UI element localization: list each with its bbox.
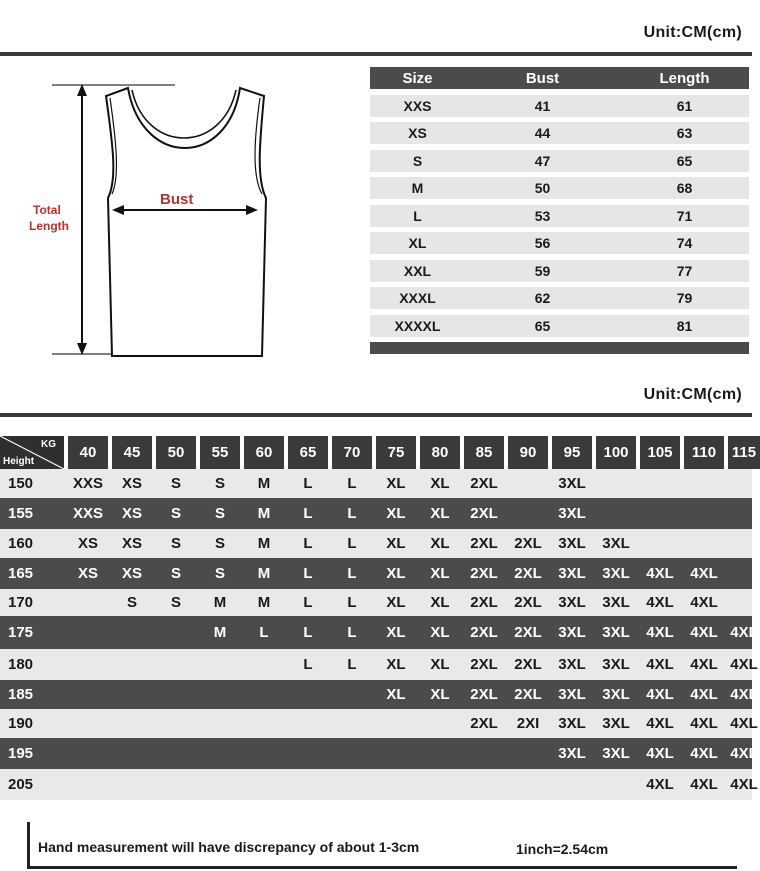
- table-row: [0, 769, 758, 800]
- bust-cell: 41: [534, 97, 551, 114]
- table-row: [0, 558, 752, 589]
- size-value-cell: S: [214, 565, 225, 582]
- tank-top-diagram: [0, 60, 360, 370]
- size-value-cell: S: [126, 594, 137, 611]
- size-value-cell: 4XL: [646, 745, 674, 762]
- size-value-cell: 3XL: [558, 535, 586, 552]
- bust-cell: 53: [534, 207, 551, 224]
- size-cell: XL: [408, 235, 427, 251]
- size-value-cell: L: [347, 624, 357, 641]
- size-value-cell: XL: [430, 535, 450, 552]
- table-row: [0, 680, 758, 709]
- size-table: [370, 67, 749, 354]
- size-value-cell: 2XL: [514, 565, 542, 582]
- size-value-cell: 4XL: [690, 776, 718, 793]
- size-value-cell: 2XL: [470, 686, 498, 703]
- size-value-cell: XL: [430, 686, 450, 703]
- size-value-cell: L: [303, 505, 313, 522]
- size-table-header: [370, 67, 749, 89]
- size-value-cell: XL: [386, 505, 406, 522]
- tank-top-outline: [106, 88, 266, 356]
- size-value-cell: 4XL: [730, 656, 758, 673]
- size-value-cell: 2XL: [514, 686, 542, 703]
- height-cell: 195: [8, 745, 34, 762]
- size-cell: XXXL: [399, 290, 436, 306]
- table-row: [370, 260, 749, 282]
- size-value-cell: L: [347, 594, 357, 611]
- weight-header-cell: 75: [376, 436, 416, 469]
- height-cell: 170: [8, 594, 34, 611]
- size-value-cell: 3XL: [602, 745, 630, 762]
- unit-label-top: Unit:CM(cm): [643, 24, 742, 41]
- size-value-cell: XL: [430, 565, 450, 582]
- size-value-cell: XS: [77, 565, 98, 582]
- size-value-cell: M: [257, 594, 271, 611]
- size-value-cell: 2XL: [514, 624, 542, 641]
- weight-header-cell: 55: [200, 436, 240, 469]
- size-value-cell: XS: [77, 535, 98, 552]
- size-value-cell: 4XL: [646, 686, 674, 703]
- size-value-cell: 4XL: [730, 686, 758, 703]
- size-value-cell: 4XL: [690, 656, 718, 673]
- bust-cell: 44: [534, 125, 551, 141]
- table-row: [370, 95, 749, 117]
- size-value-cell: 2XL: [470, 505, 498, 522]
- header-length: Length: [659, 69, 710, 87]
- corner-kg-label: KG: [41, 439, 56, 450]
- size-value-cell: 2XL: [470, 656, 498, 673]
- size-cell: XXS: [403, 97, 432, 114]
- size-value-cell: 4XL: [646, 715, 674, 732]
- size-value-cell: XL: [430, 475, 450, 492]
- weight-header-cell: 90: [508, 436, 548, 469]
- size-value-cell: 3XL: [558, 505, 586, 522]
- size-value-cell: 3XL: [558, 686, 586, 703]
- size-value-cell: M: [213, 594, 227, 611]
- table-row: [0, 498, 752, 529]
- arrow-up-icon: [77, 84, 87, 96]
- bust-cell: 47: [534, 152, 551, 169]
- size-value-cell: 3XL: [602, 594, 630, 611]
- size-value-cell: 3XL: [602, 715, 630, 732]
- length-cell: 79: [676, 290, 693, 306]
- table-row: [0, 709, 758, 738]
- table-row: [0, 469, 752, 498]
- bust-cell: 56: [534, 235, 551, 251]
- size-value-cell: 4XL: [690, 565, 718, 582]
- size-value-cell: 2XL: [470, 535, 498, 552]
- size-value-cell: L: [303, 624, 313, 641]
- size-value-cell: S: [214, 505, 225, 522]
- size-value-cell: 2XL: [514, 535, 542, 552]
- size-cell: XS: [408, 125, 427, 141]
- size-value-cell: L: [347, 565, 357, 582]
- size-value-cell: M: [257, 535, 271, 552]
- table-row: [0, 738, 758, 769]
- size-value-cell: 3XL: [558, 594, 586, 611]
- height-cell: 150: [8, 475, 34, 492]
- size-value-cell: 4XL: [690, 594, 718, 611]
- divider-top: [0, 52, 752, 56]
- size-value-cell: 2XL: [470, 475, 498, 492]
- weight-header-cell: 95: [552, 436, 592, 469]
- total-label: Total: [33, 203, 61, 217]
- size-value-cell: XL: [430, 624, 450, 641]
- weight-header-cell: 100: [596, 436, 636, 469]
- table-row: [370, 122, 749, 144]
- size-value-cell: XL: [386, 594, 406, 611]
- size-value-cell: S: [170, 535, 181, 552]
- length-label: Length: [29, 219, 69, 233]
- height-cell: 175: [8, 624, 34, 641]
- size-value-cell: XL: [386, 686, 406, 703]
- size-value-cell: 3XL: [602, 535, 630, 552]
- height-cell: 205: [8, 776, 34, 793]
- table-row: [0, 589, 752, 616]
- size-value-cell: XL: [386, 565, 406, 582]
- size-value-cell: S: [214, 475, 225, 492]
- size-value-cell: XL: [386, 535, 406, 552]
- size-value-cell: 4XL: [690, 624, 718, 641]
- table-row: [370, 150, 749, 172]
- weight-header-row: [0, 436, 757, 469]
- table-row: [0, 616, 758, 649]
- length-cell: 65: [676, 152, 693, 169]
- bust-cell: 62: [534, 290, 551, 306]
- size-value-cell: XL: [386, 475, 406, 492]
- chart-corner: [0, 436, 64, 469]
- bust-cell: 50: [534, 180, 551, 196]
- size-value-cell: 2XL: [470, 594, 498, 611]
- size-value-cell: 2XL: [470, 565, 498, 582]
- table-row: [370, 315, 749, 337]
- size-value-cell: L: [303, 475, 313, 492]
- weight-header-cell: 85: [464, 436, 504, 469]
- size-value-cell: 4XL: [730, 624, 758, 641]
- weight-header-cell: 40: [68, 436, 108, 469]
- table-row: [0, 529, 752, 558]
- table-row: [370, 232, 749, 254]
- size-value-cell: XL: [386, 656, 406, 673]
- size-value-cell: 2XL: [514, 594, 542, 611]
- size-value-cell: XS: [121, 475, 142, 492]
- table-row: [0, 649, 758, 680]
- size-value-cell: 3XL: [602, 686, 630, 703]
- size-value-cell: M: [257, 505, 271, 522]
- height-cell: 155: [8, 505, 34, 522]
- bust-cell: 59: [534, 262, 551, 279]
- size-value-cell: L: [347, 535, 357, 552]
- size-value-cell: 3XL: [558, 624, 586, 641]
- size-value-cell: M: [257, 565, 271, 582]
- height-cell: 180: [8, 656, 34, 673]
- size-cell: L: [413, 207, 422, 224]
- divider-mid: [0, 413, 752, 417]
- height-weight-chart: [0, 436, 758, 800]
- length-cell: 63: [676, 125, 693, 141]
- size-value-cell: L: [303, 594, 313, 611]
- size-value-cell: S: [170, 594, 181, 611]
- table-row: [370, 177, 749, 199]
- size-value-cell: 4XL: [646, 776, 674, 793]
- size-value-cell: XS: [121, 505, 142, 522]
- measurement-note: Hand measurement will have discrepancy of about 1-3cm: [38, 839, 420, 855]
- header-size: Size: [402, 69, 433, 87]
- length-cell: 74: [676, 235, 693, 251]
- size-value-cell: 3XL: [558, 475, 586, 492]
- size-cell: S: [412, 152, 423, 169]
- size-value-cell: XXS: [72, 505, 103, 522]
- size-value-cell: 3XL: [558, 745, 586, 762]
- inch-conversion: 1inch=2.54cm: [516, 841, 609, 857]
- size-value-cell: XS: [121, 535, 142, 552]
- size-value-cell: M: [213, 624, 227, 641]
- size-value-cell: 3XL: [602, 656, 630, 673]
- height-cell: 190: [8, 715, 34, 732]
- unit-label-mid: Unit:CM(cm): [643, 386, 742, 403]
- size-value-cell: L: [303, 535, 313, 552]
- size-value-cell: XL: [386, 624, 406, 641]
- length-cell: 71: [676, 207, 693, 224]
- height-cell: 185: [8, 686, 34, 703]
- size-value-cell: S: [170, 505, 181, 522]
- size-value-cell: 4XL: [690, 686, 718, 703]
- size-value-cell: 4XL: [730, 715, 758, 732]
- table-row: [370, 205, 749, 227]
- size-value-cell: 2XL: [470, 624, 498, 641]
- size-value-cell: L: [303, 565, 313, 582]
- size-value-cell: M: [257, 475, 271, 492]
- size-value-cell: S: [170, 475, 181, 492]
- size-value-cell: XL: [430, 505, 450, 522]
- corner-height-label: Height: [3, 456, 35, 467]
- size-value-cell: 4XL: [690, 715, 718, 732]
- size-value-cell: 3XL: [558, 656, 586, 673]
- weight-header-cell: 115: [728, 436, 760, 469]
- height-cell: 165: [8, 565, 34, 582]
- header-bust: Bust: [525, 69, 560, 87]
- length-cell: 68: [676, 180, 693, 196]
- bust-cell: 65: [534, 317, 551, 334]
- size-value-cell: 4XL: [690, 745, 718, 762]
- weight-header-cell: 60: [244, 436, 284, 469]
- size-value-cell: XL: [430, 594, 450, 611]
- length-cell: 81: [676, 317, 693, 334]
- size-value-cell: 2XL: [514, 656, 542, 673]
- size-value-cell: 3XL: [602, 624, 630, 641]
- size-value-cell: L: [347, 475, 357, 492]
- size-table-footer-bar: [370, 342, 749, 354]
- size-cell: XXL: [403, 262, 432, 279]
- length-cell: 77: [676, 262, 693, 279]
- size-value-cell: XS: [121, 565, 142, 582]
- size-value-cell: L: [347, 505, 357, 522]
- size-value-cell: 2XI: [516, 715, 540, 732]
- size-value-cell: S: [170, 565, 181, 582]
- note-bracket-horizontal: [27, 866, 737, 869]
- size-value-cell: L: [303, 656, 313, 673]
- table-row: [370, 287, 749, 309]
- arrow-down-icon: [77, 343, 87, 355]
- size-value-cell: 2XL: [470, 715, 498, 732]
- weight-header-cell: 70: [332, 436, 372, 469]
- chart-body: [0, 469, 758, 800]
- weight-header-cell: 105: [640, 436, 680, 469]
- bust-label: Bust: [160, 191, 194, 208]
- size-value-cell: 4XL: [646, 565, 674, 582]
- weight-header-cell: 50: [156, 436, 196, 469]
- size-value-cell: 3XL: [558, 715, 586, 732]
- size-value-cell: 4XL: [646, 624, 674, 641]
- size-value-cell: 4XL: [730, 776, 758, 793]
- size-value-cell: XXS: [72, 475, 103, 492]
- size-value-cell: 4XL: [646, 656, 674, 673]
- size-value-cell: XL: [430, 656, 450, 673]
- weight-header-cell: 45: [112, 436, 152, 469]
- size-cell: M: [411, 180, 424, 196]
- size-value-cell: L: [259, 624, 269, 641]
- size-value-cell: 4XL: [730, 745, 758, 762]
- size-value-cell: L: [347, 656, 357, 673]
- weight-header-cell: 110: [684, 436, 724, 469]
- size-value-cell: 3XL: [602, 565, 630, 582]
- size-cell: XXXXL: [394, 317, 441, 334]
- size-value-cell: 4XL: [646, 594, 674, 611]
- weight-header-cell: 65: [288, 436, 328, 469]
- size-value-cell: 3XL: [558, 565, 586, 582]
- weight-header-cell: 80: [420, 436, 460, 469]
- height-cell: 160: [8, 535, 34, 552]
- length-cell: 61: [676, 97, 693, 114]
- note-bracket-vertical: [27, 822, 30, 869]
- size-value-cell: S: [214, 535, 225, 552]
